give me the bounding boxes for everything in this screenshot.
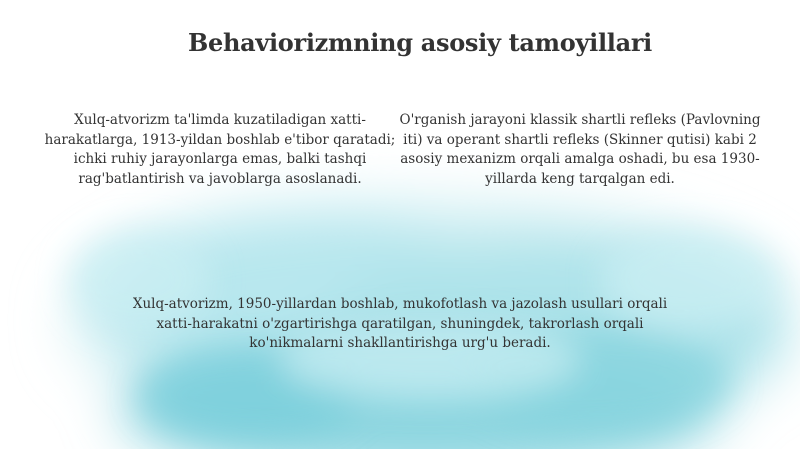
paragraph-bottom: Xulq-atvorizm, 1950-yillardan boshlab, mukofotlash va jazolash usullari orqali xatti-harakatni o'zgartirishga qaratilgan, shuningdek, takrorlash orqali ko'nikmalarni shakllantirishga urg'u beradi. <box>132 296 668 351</box>
paragraph-left: Xulq-atvorizm ta'limda kuzatiladigan xatti-harakatlarga, 1913-yildan boshlab e'tibor qaratadi; ichki ruhiy jarayonlarga emas, balki tashqi rag'batlantirish va javoblarga asoslanadi. <box>44 112 396 187</box>
slide-title: Behaviorizmning asosiy tamoyillari <box>187 28 652 57</box>
paragraph-right: O'rganish jarayoni klassik shartli refleks (Pavlovning iti) va operant shartli refleks (Skinner qutisi) kabi 2 asosiy mexanizm orqali amalga oshadi, bu esa 1930-yillarda keng tarqalgan edi. <box>399 112 761 187</box>
